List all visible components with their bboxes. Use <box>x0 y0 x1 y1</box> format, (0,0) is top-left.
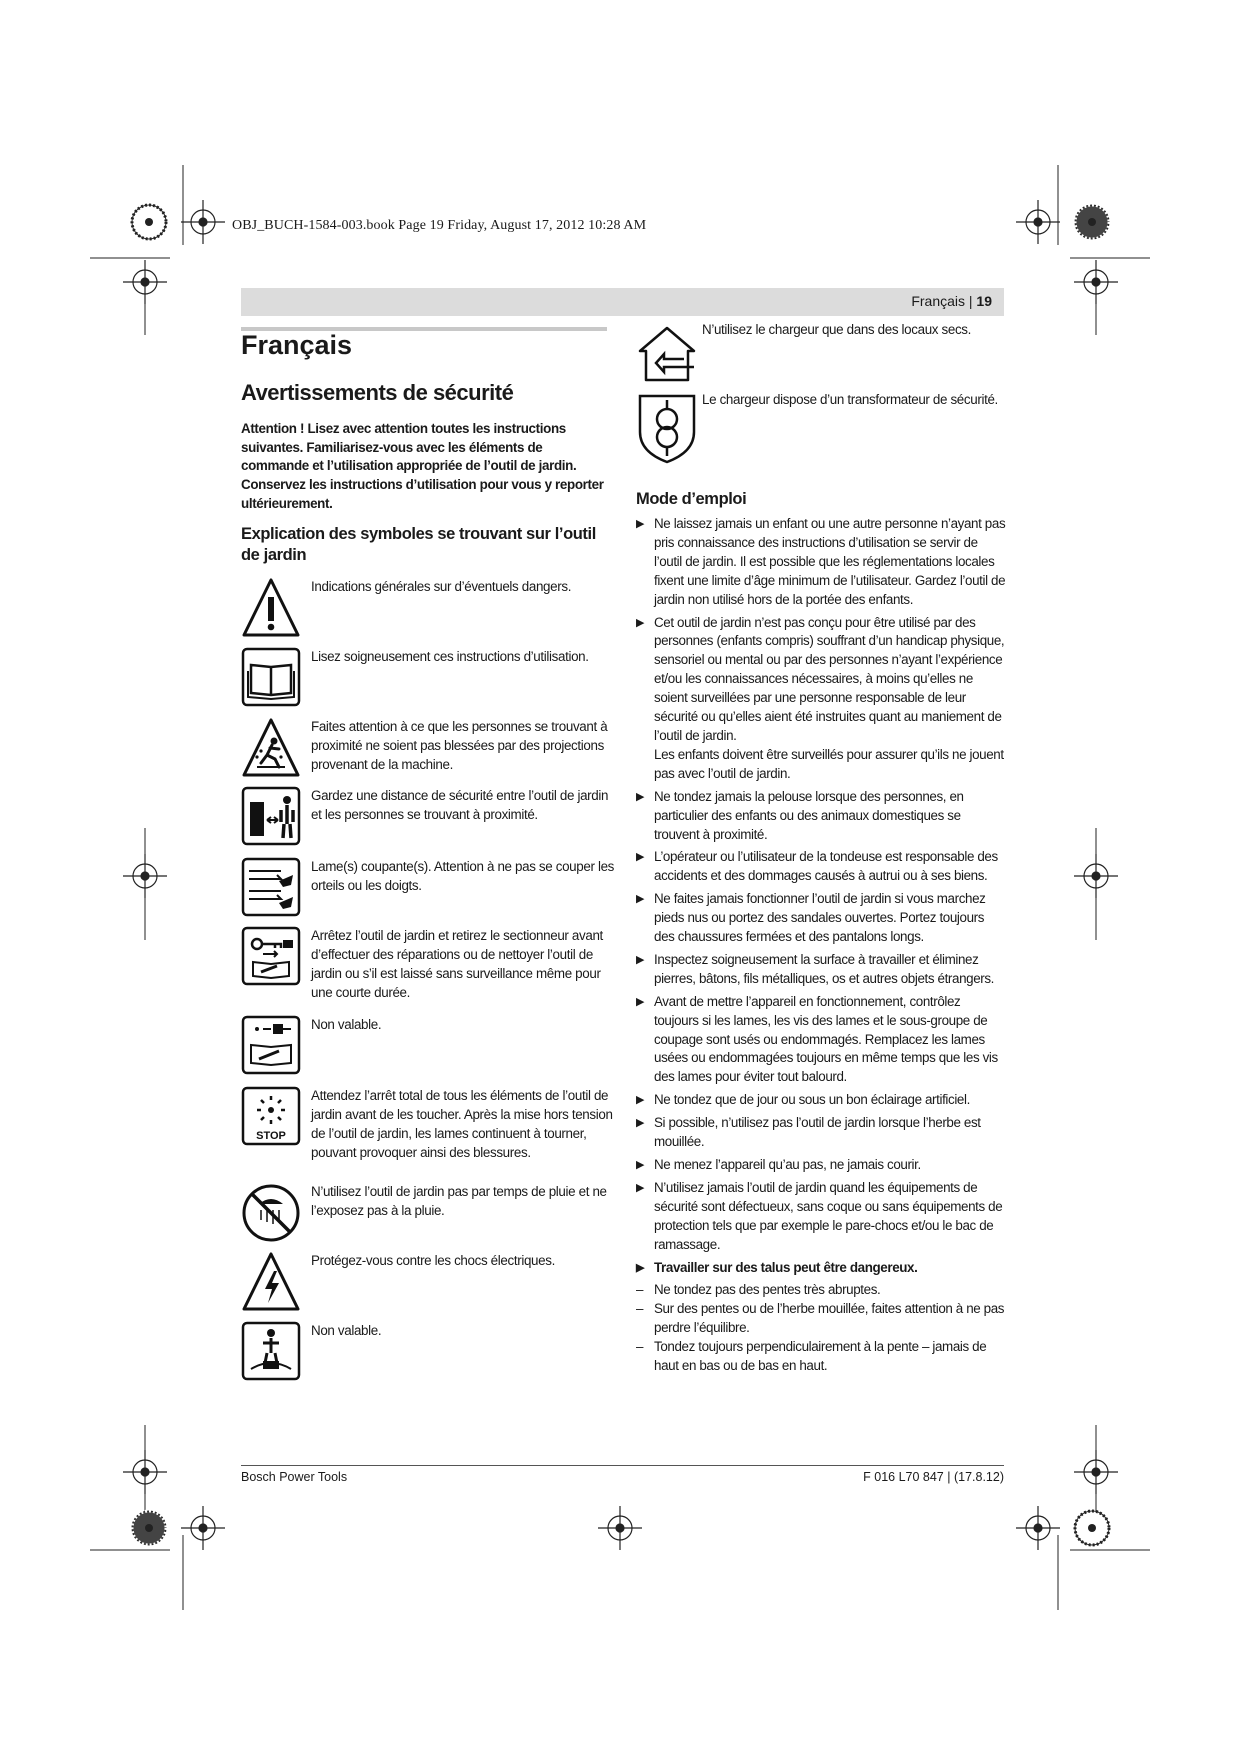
dash-item: – Sur des pentes ou de l’herbe mouillée, faites attention à ne pas perdre l’équilibre. <box>636 1301 1005 1336</box>
symbol-row <box>241 1086 611 1182</box>
list-item: ▶ Ne tondez jamais la pelouse lorsque des personnes, en particulier des enfants ou des animaux domestiques se trouvent à proximité. <box>636 788 964 842</box>
warning-triangle-icon <box>241 577 301 639</box>
electric-shock-icon <box>241 1251 301 1313</box>
symbol-row <box>241 857 615 921</box>
symbol-row <box>241 647 611 711</box>
symbol-row <box>241 786 611 850</box>
remove-key-icon <box>241 926 301 986</box>
section-title: Avertissements de sécurité <box>241 380 514 405</box>
usage-heading: Mode d’emploi <box>636 490 747 508</box>
dash-item: – Ne tondez pas des pentes très abruptes. <box>636 1282 881 1298</box>
symbol-row <box>241 1321 611 1385</box>
symbol-row <box>241 1251 611 1315</box>
page-number: 19 <box>976 293 992 309</box>
running-header <box>241 288 1004 316</box>
operator-icon <box>241 1321 301 1381</box>
header-language: Français <box>911 293 965 309</box>
flying-debris-icon <box>241 717 301 779</box>
symbol-description: Indications générales sur d’éventuels dangers. <box>311 579 572 594</box>
charger-symbol-description: N’utilisez le chargeur que dans des locaux secs. <box>702 322 972 337</box>
symbol-row <box>241 1182 611 1246</box>
symbol-description: Arrêtez l’outil de jardin et retirez le sectionneur avant d’effectuer des réparations ou de nettoyer l’outil de jardin ou s’il est laissé sans surveillance même pour une courte durée. <box>311 928 603 1000</box>
charger-symbol-row <box>636 390 1004 470</box>
symbol-description: Lisez soigneusement ces instructions d’utilisation. <box>311 649 589 664</box>
header-separator: | <box>968 293 973 309</box>
charger-symbol-description: Le chargeur dispose d’un transformateur de sécurité. <box>702 392 998 407</box>
list-item: ▶ Si possible, n’utilisez pas l’outil de jardin lorsque l’herbe est mouillée. <box>636 1115 981 1150</box>
footer-rule <box>241 1465 1004 1466</box>
list-item: ▶ Ne laissez jamais un enfant ou une autre personne n’ayant pas pris connaissance des instructions d’utilisation se servir de l’outil de jardin. Il est possible que les réglementations locales fixent une limite d’âge minimum de l’utilisateur. Gardez l’outil de jardin non utilisé hors de la portée des enfants. <box>636 516 1006 607</box>
book-info-slug: OBJ_BUCH-1584-003.book Page 19 Friday, August 17, 2012 10:28 AM <box>232 218 647 233</box>
list-item: ▶ Ne faites jamais fonctionner l’outil de jardin si vous marchez pieds nus ou portez des sandales ouvertes. Portez toujours des chaussures fermées et des pantalons longs. <box>636 891 986 945</box>
usage-list <box>636 515 1006 1376</box>
list-item: ▶ Ne menez l’appareil qu’au pas, ne jamais courir. <box>636 1157 921 1172</box>
unplug-manual-icon <box>241 1015 301 1075</box>
symbol-description: Lame(s) coupante(s). Attention à ne pas se couper les orteils ou les doigts. <box>311 859 615 893</box>
symbols-heading: Explication des symboles se trouvant sur l’outil de jardin <box>241 525 596 564</box>
symbol-row <box>241 926 611 1016</box>
list-item: ▶ Cet outil de jardin n’est pas conçu pour être utilisé par des personnes (enfants compris) souffrant d’un handicap physique, sensoriel ou mental ou par des personnes n’ayant l’expérience et/ou les connaissances nécessaires, à moins qu’elles ne soient surveillées par une personne responsable de leur sécurité ou qu’elles aient été instruites quant au maniement de l’outil de jardin. Les enfants doivent être surveillés pour assurer qu’ils ne jouent pas avec l’outil de jardin. <box>636 614 1005 781</box>
safety-distance-icon <box>241 786 301 846</box>
indoor-use-icon <box>636 325 698 383</box>
list-item: ▶ Inspectez soigneusement la surface à travailler et éliminez pierres, bâtons, fils métalliques, os et autres objets étrangers. <box>636 951 995 986</box>
list-item: ▶ Avant de mettre l’appareil en fonctionnement, contrôlez toujours si les lames, les vis des lames et le sous-groupe de coupage sont usés ou endommagés. Remplacez les lames usées ou endommagées toujours en même temps que les vis des lames pour éviter tout balourd. <box>636 993 998 1085</box>
list-item: ▶ Ne tondez que de jour ou sous un bon éclairage artificiel. <box>636 1092 970 1108</box>
sharp-blades-icon <box>241 857 301 917</box>
symbol-description: Non valable. <box>311 1323 382 1338</box>
stop-rotation-icon <box>241 1086 301 1146</box>
symbol-description: Gardez une distance de sécurité entre l’outil de jardin et les personnes se trouvant à proximité. <box>311 788 609 822</box>
transformer-icon <box>636 392 698 464</box>
symbol-description: Faites attention à ce que les personnes se trouvant à proximité ne soient pas blessées par des projections provenant de la machine. <box>311 719 608 772</box>
slope-warning: ▶ Travailler sur des talus peut être dangereux. <box>636 1259 918 1275</box>
symbol-row <box>241 577 611 641</box>
symbol-row <box>241 717 611 781</box>
footer-brand: Bosch Power Tools <box>241 1470 348 1484</box>
list-item: ▶ L’opérateur ou l’utilisateur de la tondeuse est responsable des accidents et des dommages causés à autrui ou à ses biens. <box>636 849 998 884</box>
symbol-row <box>241 1015 611 1079</box>
intro-paragraph: Attention ! Lisez avec attention toutes les instructions suivantes. Familiarisez-vous avec les éléments de commande et l’utilisation appropriée de l’outil de jardin. Conservez les instructions d’utilisation pour vous y reporter ultérieurement. <box>241 421 604 511</box>
dash-item: – Tondez toujours perpendiculairement à la pente – jamais de haut en bas ou de bas en haut. <box>636 1339 987 1374</box>
footer-doc-number: F 016 L70 847 | (17.8.12) <box>863 1470 1004 1484</box>
symbol-description: Protégez-vous contre les chocs électriques. <box>311 1253 555 1268</box>
symbol-description: Non valable. <box>311 1017 382 1032</box>
read-manual-icon <box>241 647 301 707</box>
charger-symbol-row <box>636 320 1004 384</box>
stop-label: STOP <box>256 1130 286 1142</box>
symbol-description: N’utilisez l’outil de jardin pas par temps de pluie et ne l’exposez pas à la pluie. <box>311 1184 607 1218</box>
list-item: ▶ N’utilisez jamais l’outil de jardin quand les équipements de sécurité sont défectueux, sans coque ou sans équipements de protection tels que par exemple le pare-chocs et/ou le bac de ramassage. <box>636 1179 1003 1252</box>
no-rain-icon <box>241 1182 301 1244</box>
page-title: Français <box>241 330 353 360</box>
symbol-description: Attendez l’arrêt total de tous les éléments de l’outil de jardin avant de les toucher. Après la mise hors tension de l’outil de jardin, les lames continuent à tourner, pouvant provoquer ainsi des blessures. <box>311 1088 613 1160</box>
children-note: Les enfants doivent être surveillés pour assurer qu’ils ne jouent pas avec l’outil de jardin. <box>654 746 1004 781</box>
